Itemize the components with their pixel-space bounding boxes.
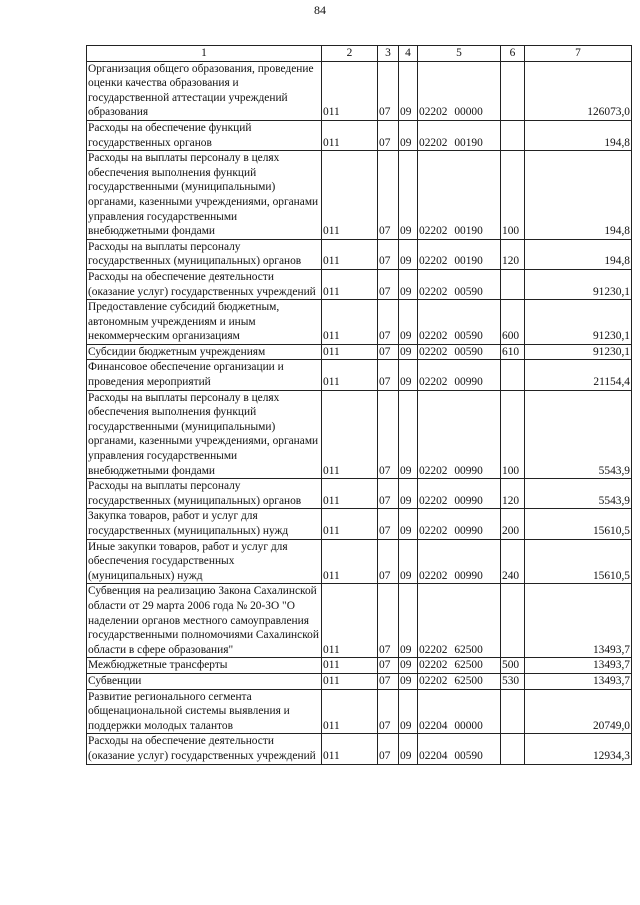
table-row [87,120,632,150]
row-name: Субсидии бюджетным учреждениям [87,344,322,360]
row-grbs: 011 [322,151,378,240]
row-grbs: 011 [322,734,378,764]
page-number: 84 [314,3,326,17]
row-name: Субвенции [87,673,322,689]
row-section: 07 [378,269,399,299]
row-subsection: 09 [399,344,418,360]
row-name: Финансовое обеспечение организации и проведения мероприятий [87,360,322,390]
header-col-1: 1 [87,46,322,62]
row-name: Развитие регионального сегмента общенациональной системы выявления и поддержки молодых талантов [87,689,322,734]
header-col-5: 5 [418,46,501,62]
row-target-article: 02202 00590 [418,269,501,299]
row-grbs: 011 [322,509,378,539]
row-amount: 91230,1 [525,344,632,360]
row-name: Расходы на выплаты персоналу в целях обеспечения выполнения функций государственными (муниципальными) органами, казенными учреждениями, органами управления государственными внебюджетными фондами [87,151,322,240]
row-expense-type [501,584,525,658]
row-subsection: 09 [399,539,418,584]
row-name: Закупка товаров, работ и услуг для государственных (муниципальных) нужд [87,509,322,539]
row-subsection: 09 [399,734,418,764]
row-subsection: 09 [399,61,418,120]
row-subsection: 09 [399,360,418,390]
row-subsection: 09 [399,479,418,509]
row-name: Межбюджетные трансферты [87,658,322,674]
row-expense-type: 530 [501,673,525,689]
table-row [87,584,632,658]
row-name: Расходы на выплаты персоналу государственных (муниципальных) органов [87,479,322,509]
table-row [87,344,632,360]
table-row [87,269,632,299]
row-target-article: 02202 00190 [418,120,501,150]
row-subsection: 09 [399,269,418,299]
row-grbs: 011 [322,360,378,390]
row-section: 07 [378,300,399,345]
row-target-article: 02202 00990 [418,509,501,539]
row-expense-type: 100 [501,151,525,240]
row-target-article: 02202 00990 [418,539,501,584]
row-name: Организация общего образования, проведение оценки качества образования и государственной аттестации учреждений образования [87,61,322,120]
row-expense-type: 120 [501,239,525,269]
row-subsection: 09 [399,120,418,150]
row-section: 07 [378,239,399,269]
row-subsection: 09 [399,658,418,674]
row-expense-type [501,734,525,764]
row-section: 07 [378,61,399,120]
row-grbs: 011 [322,61,378,120]
table-row [87,734,632,764]
row-target-article: 02202 62500 [418,673,501,689]
row-expense-type: 120 [501,479,525,509]
row-section: 07 [378,734,399,764]
row-target-article: 02202 00990 [418,479,501,509]
row-target-article: 02202 62500 [418,658,501,674]
header-col-4: 4 [399,46,418,62]
row-name: Расходы на обеспечение функций государственных органов [87,120,322,150]
row-expense-type: 100 [501,390,525,479]
table-row [87,479,632,509]
row-amount: 194,8 [525,239,632,269]
row-amount: 20749,0 [525,689,632,734]
row-section: 07 [378,509,399,539]
row-expense-type: 500 [501,658,525,674]
row-grbs: 011 [322,689,378,734]
row-subsection: 09 [399,151,418,240]
table-row [87,151,632,240]
table-row [87,539,632,584]
header-col-2: 2 [322,46,378,62]
row-section: 07 [378,673,399,689]
row-expense-type [501,689,525,734]
row-expense-type: 200 [501,509,525,539]
row-subsection: 09 [399,509,418,539]
row-amount: 91230,1 [525,300,632,345]
row-target-article: 02202 00990 [418,360,501,390]
row-expense-type: 600 [501,300,525,345]
row-expense-type [501,269,525,299]
row-grbs: 011 [322,539,378,584]
row-name: Иные закупки товаров, работ и услуг для обеспечения государственных (муниципальных) нужд [87,539,322,584]
row-grbs: 011 [322,300,378,345]
row-target-article: 02204 00590 [418,734,501,764]
table-row [87,509,632,539]
row-subsection: 09 [399,300,418,345]
table-row [87,658,632,674]
row-name: Расходы на обеспечение деятельности (оказание услуг) государственных учреждений [87,734,322,764]
row-name: Субвенция на реализацию Закона Сахалинской области от 29 марта 2006 года № 20-ЗО "О наделении органов местного самоуправления государственными полномочиями Сахалинской области в сфере образования" [87,584,322,658]
row-subsection: 09 [399,390,418,479]
row-amount: 15610,5 [525,539,632,584]
row-grbs: 011 [322,120,378,150]
row-section: 07 [378,658,399,674]
row-amount: 13493,7 [525,584,632,658]
row-grbs: 011 [322,584,378,658]
row-section: 07 [378,120,399,150]
budget-table [86,45,632,765]
row-target-article: 02202 00190 [418,239,501,269]
table-row [87,689,632,734]
table-row [87,673,632,689]
row-expense-type: 610 [501,344,525,360]
row-name: Расходы на выплаты персоналу в целях обеспечения выполнения функций государственными (муниципальными) органами, казенными учреждениями, органами управления государственными внебюджетными фондами [87,390,322,479]
header-col-7: 7 [525,46,632,62]
row-amount: 126073,0 [525,61,632,120]
row-amount: 21154,4 [525,360,632,390]
table-row [87,360,632,390]
row-amount: 194,8 [525,120,632,150]
row-section: 07 [378,360,399,390]
row-grbs: 011 [322,673,378,689]
table-row [87,390,632,479]
row-expense-type [501,61,525,120]
row-subsection: 09 [399,689,418,734]
header-col-3: 3 [378,46,399,62]
table-row [87,239,632,269]
header-col-6: 6 [501,46,525,62]
row-section: 07 [378,151,399,240]
row-target-article: 02204 00000 [418,689,501,734]
row-section: 07 [378,689,399,734]
row-grbs: 011 [322,479,378,509]
row-grbs: 011 [322,269,378,299]
row-target-article: 02202 62500 [418,584,501,658]
row-amount: 194,8 [525,151,632,240]
row-name: Расходы на обеспечение деятельности (оказание услуг) государственных учреждений [87,269,322,299]
row-grbs: 011 [322,658,378,674]
row-amount: 5543,9 [525,390,632,479]
row-section: 07 [378,344,399,360]
row-section: 07 [378,479,399,509]
row-grbs: 011 [322,390,378,479]
row-grbs: 011 [322,344,378,360]
row-section: 07 [378,584,399,658]
row-grbs: 011 [322,239,378,269]
row-subsection: 09 [399,584,418,658]
row-amount: 12934,3 [525,734,632,764]
row-name: Предоставление субсидий бюджетным, автономным учреждениям и иным некоммерческим организациям [87,300,322,345]
row-amount: 13493,7 [525,673,632,689]
row-target-article: 02202 00590 [418,344,501,360]
table-row [87,300,632,345]
row-target-article: 02202 00190 [418,151,501,240]
row-amount: 15610,5 [525,509,632,539]
row-target-article: 02202 00590 [418,300,501,345]
row-amount: 13493,7 [525,658,632,674]
row-expense-type: 240 [501,539,525,584]
header-row [87,46,632,62]
row-expense-type [501,360,525,390]
row-expense-type [501,120,525,150]
row-amount: 91230,1 [525,269,632,299]
row-subsection: 09 [399,673,418,689]
row-subsection: 09 [399,239,418,269]
table-row [87,61,632,120]
row-name: Расходы на выплаты персоналу государственных (муниципальных) органов [87,239,322,269]
row-target-article: 02202 00000 [418,61,501,120]
row-section: 07 [378,539,399,584]
row-section: 07 [378,390,399,479]
row-amount: 5543,9 [525,479,632,509]
row-target-article: 02202 00990 [418,390,501,479]
